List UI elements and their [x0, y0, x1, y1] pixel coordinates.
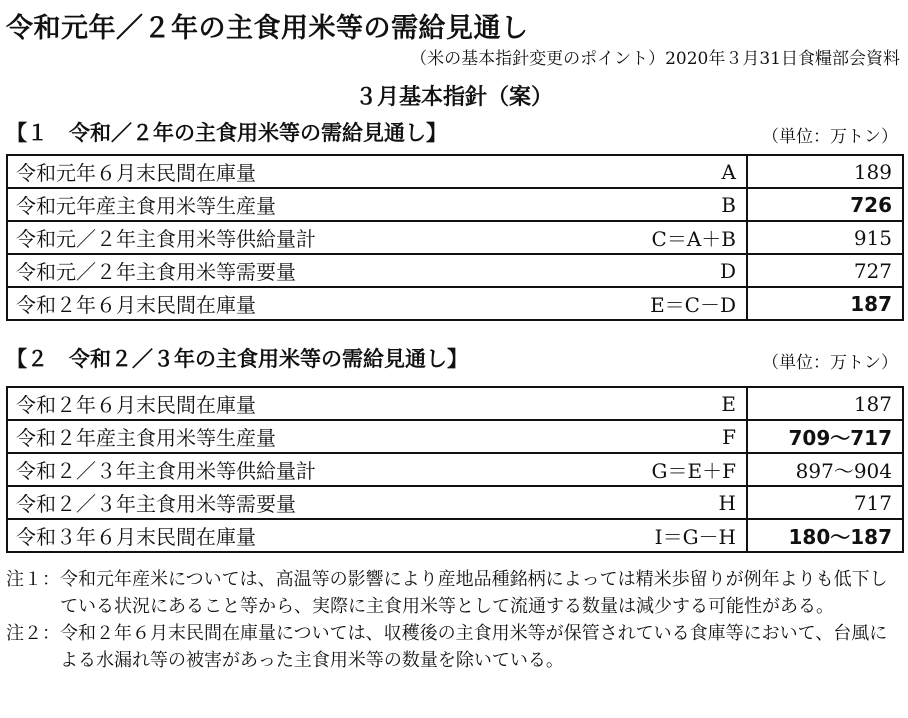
table-row [7, 453, 903, 486]
notes [6, 566, 904, 674]
section-2-table [6, 386, 904, 553]
table-row [7, 486, 903, 519]
note-2-text: 令和２年６月末民間在庫量については、収穫後の主食用米等が保管されている食庫等において、台風による水漏れ等の被害があった主食用米等の数量を除いている。 [60, 623, 888, 671]
table-row [7, 254, 903, 287]
row-label: 令和２／３年主食用米等需要量 [7, 486, 447, 519]
row-value: 915 [747, 221, 903, 254]
table-row [7, 188, 903, 221]
row-label: 令和２年６月末民間在庫量 [7, 387, 447, 420]
row-label: 令和３年６月末民間在庫量 [7, 519, 447, 552]
row-value: 717 [747, 486, 903, 519]
section-1-heading: 【１ 令和／２年の主食用米等の需給見通し】 [6, 121, 447, 145]
row-formula: G＝E＋F [447, 453, 747, 486]
row-value: 726 [747, 188, 903, 221]
note-1 [6, 566, 904, 620]
row-label: 令和元年産主食用米等生産量 [7, 188, 447, 221]
row-value: 180～187 [747, 519, 903, 552]
row-formula: H [447, 486, 747, 519]
row-formula: C＝A＋B [447, 221, 747, 254]
row-value: 187 [747, 387, 903, 420]
row-formula: E＝C－D [447, 287, 747, 320]
row-label: 令和２／３年主食用米等供給量計 [7, 453, 447, 486]
section-1-table [6, 154, 904, 321]
page-title: 令和元年／２年の主食用米等の需給見通し [6, 13, 529, 44]
row-label: 令和元／２年主食用米等供給量計 [7, 221, 447, 254]
row-value: 189 [747, 155, 903, 188]
row-formula: A [447, 155, 747, 188]
row-label: 令和元／２年主食用米等需要量 [7, 254, 447, 287]
source-note: （米の基本指針変更のポイント）2020年３月31日食糧部会資料 [410, 49, 900, 69]
section-2-heading: 【２ 令和２／３年の主食用米等の需給見通し】 [6, 347, 468, 371]
table-row [7, 387, 903, 420]
note-1-text: 令和元年産米については、高温等の影響により産地品種銘柄によっては精米歩留りが例年よりも低下している状況にあること等から、実際に主食用米等として流通する数量は減少する可能性がある。 [60, 569, 888, 617]
table-row [7, 155, 903, 188]
row-formula: I＝G－H [447, 519, 747, 552]
section-1-unit: （単位：万トン） [762, 127, 898, 147]
section-2-unit: （単位：万トン） [762, 353, 898, 373]
note-1-label: 注１： [6, 569, 60, 590]
note-2-label: 注２： [6, 623, 60, 644]
table-row [7, 221, 903, 254]
row-formula: B [447, 188, 747, 221]
row-formula: F [447, 420, 747, 453]
row-label: 令和２年６月末民間在庫量 [7, 287, 447, 320]
row-value: 897～904 [747, 453, 903, 486]
table-row [7, 519, 903, 552]
table-row [7, 420, 903, 453]
row-value: 709～717 [747, 420, 903, 453]
row-formula: D [447, 254, 747, 287]
row-formula: E [447, 387, 747, 420]
note-2 [6, 620, 904, 674]
row-label: 令和元年６月末民間在庫量 [7, 155, 447, 188]
table-row [7, 287, 903, 320]
document-heading: ３月基本指針（案） [354, 85, 553, 110]
row-value: 727 [747, 254, 903, 287]
row-value: 187 [747, 287, 903, 320]
row-label: 令和２年産主食用米等生産量 [7, 420, 447, 453]
